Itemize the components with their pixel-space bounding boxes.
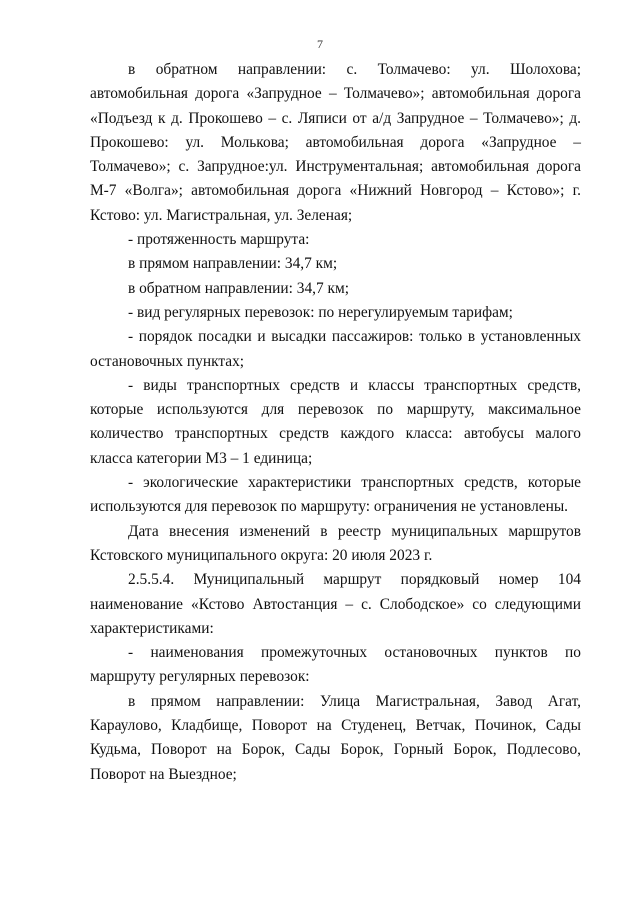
paragraph-reverse-direction-route: в обратном направлении: с. Толмачево: ул. Шолохова; автомобильная дорога «Запрудное – Толмачево»; автомобильная дорога «Подъезд к д. Прокошево – с. Ляписи от а/д Запрудное – Толмачево»; д. Прокошево: ул. Молькова; автомобильная дорога «Запрудное – Толмачево»; с. Запрудное:ул. Инструментальная; автомобильная дорога М-7 «Волга»; автомобильная дорога «Нижний Новгород – Кстово»; г. Кстово: ул. Магистральная, ул. Зеленая; <box>90 61 581 224</box>
paragraph-intermediate-stops: - наименования промежуточных остановочных пунктов по маршруту регулярных перевозок: <box>90 644 581 686</box>
paragraph-boarding-order: - порядок посадки и высадки пассажиров: только в установленных остановочных пунктах; <box>90 328 581 370</box>
paragraph-route-104-heading: 2.5.5.4. Муниципальный маршрут порядковый номер 104 наименование «Кстово Автостанция – с. Слободское» со следующими характеристиками: <box>90 571 581 637</box>
paragraph-transport-type: - вид регулярных перевозок: по нерегулируемым тарифам; <box>128 303 513 321</box>
paragraph-route-length: - протяженность маршрута: <box>128 231 310 249</box>
paragraph-forward-length: в прямом направлении: 34,7 км; <box>128 255 338 273</box>
paragraph-ecological-characteristics: - экологические характеристики транспортных средств, которые используются для перевозок по маршруту: ограничения не установлены. <box>90 474 581 516</box>
paragraph-forward-direction-stops: в прямом направлении: Улица Магистральная, Завод Агат, Караулово, Кладбище, Поворот на Студенец, Ветчак, Починок, Сады Кудьма, Поворот на Борок, Сады Борок, Горный Борок, Подлесово, Поворот на Выездное; <box>90 692 581 783</box>
page-number: 7 <box>317 37 323 51</box>
paragraph-vehicle-classes: - виды транспортных средств и классы транспортных средств, которые используются для перевозок по маршруту, максимальное количество транспортных средств каждого класса: автобусы малого класса категории М3 – 1 единица; <box>90 376 581 467</box>
paragraph-reverse-length: в обратном направлении: 34,7 км; <box>128 279 350 297</box>
paragraph-registry-change-date: Дата внесения изменений в реестр муниципальных маршрутов Кстовского муниципального округа: 20 июля 2023 г. <box>90 522 581 564</box>
document-body <box>90 58 581 787</box>
